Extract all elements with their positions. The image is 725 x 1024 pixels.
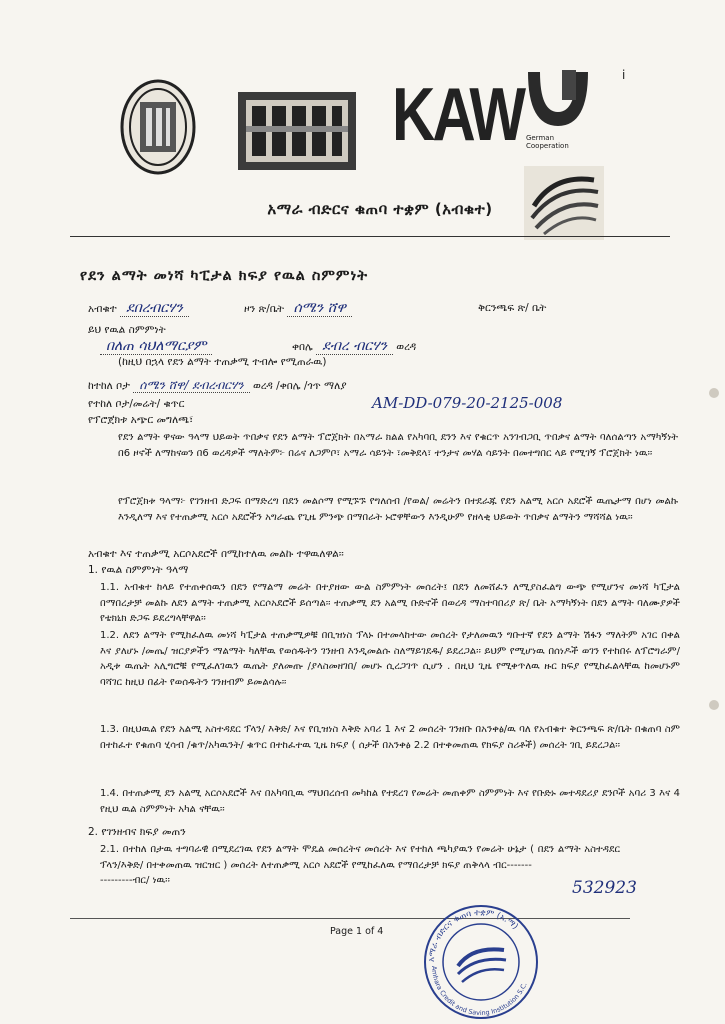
german-cooperation-caption: German Cooperation bbox=[526, 134, 569, 150]
address-field bbox=[88, 378, 347, 393]
section1-item-text: 1.3. በዚህዉል የደን አልሚ አስተዳደር ፕላን/ እቅድ/ እና የቢዝነስ እቅድ አባሪ 1 እና 2 መሰረት ገንዘቡ በአንቀፅ/ዉ ባለ የአብቁተ ቅርንጫፍ ጽ/ቤት በቁጠባ ስም በተከፈተ የቁጠባ ሂሳብ /ቁጥ/አካዉንት/ ቁጥር በተከፈተዉ ጊዜ ክፍያ ( ሰታች በአንቀፅ 2.2 በተቀመጠዉ የክፍያ ስሪቶች) መሰረት ገቢ ይደረጋል፡፡ bbox=[100, 724, 680, 751]
punch-hole bbox=[709, 700, 719, 710]
page-number: Page 1 of 4 bbox=[330, 926, 384, 937]
section1-item bbox=[100, 786, 680, 817]
document-title: የደን ልማት መነሻ ካፒታል ክፍያ የዉል ስምምነት bbox=[80, 268, 369, 284]
intro-bullet bbox=[118, 494, 678, 525]
section2-item bbox=[100, 842, 620, 889]
section1-item bbox=[100, 722, 680, 753]
intro-bullet-text: የደን ልማት ዋናው ዓላማ ህይወት ጥበቃና የደን ልማት ፕሮጀክት በአማራ ክልል የአካባቢ ደንን እና የቁርጥ አንገብጋቢ ጥበቃና ልማት ባለሰልጣን አማካኝነት በ6 ዞኖች ለማከናወን በ6 ወረዳዎች ማለትም፦ በሬና ለጋምቦ፣ አማራ ሳይንት ፣መቅደላ፣ ተንታና መሃል ሳይንት በመተግበር ላይ የሚገኝ ፕሮጀክት ነዉ፡፡ bbox=[118, 432, 678, 459]
section1-item-text: 1.2. ለደን ልማት የሚከፈለዉ መነሻ ካፒታል ተጠቃሚዎቹ በቢዝነስ ፕላኑ በተመላከተው መሰረት የታለመዉን ግቡተኛ የደን ልማት ሽፋን ማለትም አገር በቀል እና ያለሆኑ /መጤ/ ዝርያዎችን ማልማት ካለቸዉ የወሰዱትን ገንዘብ እንዲመልሱ ስለማይገደዱ/ ይደረጋል፡፡ ይህም የሚሆነዉ በሰነዶች ወገን የተከበሩ ለፕሮግራም/ አዲቱ ዉጤት አሊግሮቹ የሚፈለገዉን ዉጤት ያለመጡ /ያላስመዘገበ/ መሆኑ ሲረጋገጥ ሲሆን . በዚህ ጊዜ የሚቀጥለዉ ዙር ክፍያ የሚከፈልላቸዉ ከመሆኑም ባሻገር ከዚህ በፊት የወሰዱትን ገንዘብም ይመልሳሉ፡፡ bbox=[100, 630, 680, 688]
footer-divider bbox=[70, 918, 630, 919]
handwritten-amount: 532923 bbox=[572, 878, 637, 898]
government-building-logo bbox=[238, 92, 356, 170]
section1-item-text: 1.4. በተጠቃሚ ደን አልሚ አርሶአደሮች እና በአካባቢዉ ማህበረሰብ መካከል የተደረገ የመሬት መጠቀም ስምምነት እና የቡድኑ መተዳደሪያ ደንቦች አባሪ 3 እና 4 የዚህ ዉል ስምምነት አካል ናቸዉ፡፡ bbox=[100, 788, 680, 815]
intro-bullet bbox=[118, 430, 678, 461]
zone-field bbox=[244, 300, 352, 316]
kebele-label: ቀበሌ bbox=[292, 341, 313, 353]
kfw-logo-text: KAW bbox=[392, 72, 523, 157]
amhara-emblem-logo bbox=[118, 78, 198, 176]
intro-heading: የፕሮጀክቱ አጭር መግለጫ፣ bbox=[88, 414, 194, 426]
address-label: ከተከለ ቦታ bbox=[88, 380, 131, 392]
intro-bullet-text: የፕሮጀክቱ ዓላማ፦ የገንዘብ ድጋፍ በማድረግ በደን መልሶማ የሚኙኙ የግለሰብ /የወል/ መሬትን በተደራጁ የደን አልሚ አርሶ አደሮች ዉጤታማ በሆነ መልኩ እንዲለማ እና የተጠቃሚ አርሶ አደሮችን አግራጨ የጊዜ ምንጭ በማበራት ኑሮዋቸውን እንዲሁም የዘላቂ ህይወት ጥበቃና ልማትን ማሻሻል ነዉ፡፡ bbox=[118, 496, 678, 523]
parcel-number-field bbox=[88, 398, 184, 411]
section2-item-text: 2.1. በተከለ በታዉ ተግባራዊ በሚደረገዉ የደን ልማት ሞዴል መሰረትና መሰረት እና የተከለ ጫካያዉን የመሬት ሁኔታ ( በደን ልማት አስተዳደር ፕላን/እቅድ/ በተቀመጠዉ ዝርዝር ) መሰረት ለተጠቃሚ አርሶ አደሮች የሚከፈለዉ የማበረታቻ ክፍያ ጠቅላላ ብር------- bbox=[100, 844, 620, 871]
kebele-field bbox=[292, 338, 416, 354]
beneficiary-note: (ከዚህ በኋላ የደን ልማት ተጠቃሚ ተብሎ የሚጠራዉ) bbox=[118, 356, 327, 368]
header-divider bbox=[70, 236, 670, 237]
kebele-value: ደብረ ብርሃን bbox=[316, 338, 393, 355]
section2-heading: 2. የገንዘብና ክፍያ መጠን bbox=[88, 826, 186, 838]
stamp-ring-text-bottom: Amhara Credit and Saving Institution S.C. bbox=[429, 965, 529, 1018]
organization-name: አማራ ብድርና ቁጠባ ተቋም (አብቁተ) bbox=[267, 200, 493, 218]
kfw-logo bbox=[392, 70, 523, 160]
zone-label: ዞን ጽ/ቤት bbox=[244, 303, 285, 315]
corner-mark: i bbox=[622, 68, 626, 82]
agreement-line: አብቁተ እና ተጠቃሚ አርሶአደሮች በሚከተለዉ መልኩ ተዋዉለዋል፡፡ bbox=[88, 548, 344, 560]
agreement-label: ይህ የዉል ስምምነት bbox=[88, 324, 166, 336]
section1-item-text: 1.1. አብቁተ ከላይ የተጠቀሰዉን በደን የማልማ መሬት በተያዘው ውል ስምምነት መሰረት፤ በደን ለመሸፈን ለሚያስፈልግ ውጭ የሚሆንና መነሻ ካፒታል በማበረታቻ መልኩ ለደን ልማት ተጠቃሚ አርሶአደሮች ይሰጣል፡፡ ተጠቃሚ ደን አልሚ ቡድኖች በወረዳ ማስተባበሪያ ጽ/ ቤት አማካኝነት በደን ልማት ባለሙያዎች የቴክኒክ ድጋፍ ይደረግላቸዋል፡፡ bbox=[100, 582, 680, 624]
parcel-number-label: የተከለ ቦታ/መሬት/ ቁጥር bbox=[88, 398, 185, 410]
woreda-value: ደበረብርሃን bbox=[120, 300, 189, 317]
stamp-ring-text-top: አማራ ብድርና ቁጠባ ተቋም (አ.ማ) bbox=[426, 907, 520, 963]
borrower-value: በለጠ ሳህለማርያም bbox=[100, 338, 212, 355]
section1-heading: 1. የዉል ስምምነት ዓላማ bbox=[88, 564, 189, 576]
branch-label: ቅርንጫፍ ጽ/ ቤት bbox=[478, 302, 547, 314]
section2-item-text: ---------ብር/ ነዉ፡፡ bbox=[100, 875, 170, 886]
section1-item bbox=[100, 580, 680, 627]
borrower-field bbox=[100, 338, 212, 354]
woreda-label: አብቁተ bbox=[88, 303, 117, 315]
zone-value: ሰሜን ሸዋ bbox=[287, 300, 352, 317]
parcel-number-value: AM-DD-079-20-2125-008 bbox=[372, 394, 563, 412]
address-suffix: ወረዳ /ቀበሌ /ጎጥ ማለያ bbox=[252, 380, 347, 392]
section1-item bbox=[100, 628, 680, 690]
official-stamp bbox=[420, 904, 542, 1020]
address-value: ሰሜን ሸዋ/ ደብረብርሃን bbox=[133, 378, 249, 393]
punch-hole bbox=[709, 388, 719, 398]
woreda-field bbox=[88, 300, 189, 316]
kebele-suffix: ወረዳ bbox=[396, 341, 417, 353]
german-cooperation-logo bbox=[522, 64, 594, 134]
